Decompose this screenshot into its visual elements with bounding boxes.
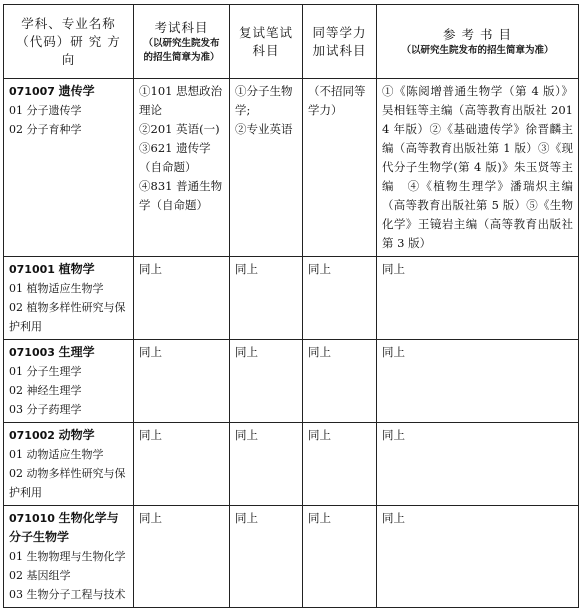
reference-books: ①《陈阅增普通生物学（第 4 版）》吴相钰等主编（高等教育出版社 2014 年版）②《基础遗传学》徐晋麟主编（高等教育出版社第 1 版）③《现代分子生物学(第 4 版)》朱玉贤等主编 ④《植物生理学》潘瑞炽主编（高等教育出版社第 5 版）⑤《生物化学》王镜岩主编（高等教育出版社第 3 版） (382, 84, 573, 250)
retest-subjects: 同上 (235, 511, 258, 525)
exam-subjects: 同上 (139, 511, 162, 525)
direction-item: 02 动物多样性研究与保护利用 (9, 467, 126, 499)
direction-item: 02 植物多样性研究与保护利用 (9, 301, 126, 333)
equal-subjects: 同上 (308, 511, 331, 525)
major-cell (4, 79, 134, 257)
equal-cell (303, 340, 377, 423)
major-name: 生理学 (58, 345, 95, 359)
direction-item: 01 分子遗传学 (9, 104, 82, 117)
exam-subjects: 同上 (139, 428, 162, 442)
retest-subjects: ①分子生物学; ②专业英语 (235, 84, 293, 136)
equal-cell (303, 257, 377, 340)
direction-item: 01 生物物理与生物化学 (9, 550, 126, 563)
equal-subjects: （不招同等学力） (308, 84, 366, 117)
reference-books: 同上 (382, 511, 405, 525)
books-cell (377, 340, 579, 423)
header-exam (134, 5, 230, 79)
header-major (4, 5, 134, 79)
reference-books: 同上 (382, 345, 405, 359)
books-cell (377, 79, 579, 257)
retest-subjects: 同上 (235, 262, 258, 276)
equal-subjects: 同上 (308, 345, 331, 359)
major-code: 071003 (9, 346, 55, 359)
direction-item: 01 动物适应生物学 (9, 448, 104, 461)
header-retest-label: 复试笔试科目 (238, 24, 293, 58)
major-code: 071007 (9, 85, 55, 98)
major-cell (4, 257, 134, 340)
retest-cell (230, 79, 303, 257)
equal-cell (303, 423, 377, 506)
reference-books: 同上 (382, 262, 405, 276)
header-exam-note: （以研究生院发布的招生简章为准） (143, 37, 220, 63)
major-name: 生物化学与分子生物学 (9, 511, 119, 544)
direction-item: 02 神经生理学 (9, 384, 82, 397)
exam-cell (134, 506, 230, 608)
major-name: 遗传学 (58, 84, 95, 98)
header-row (4, 5, 579, 79)
header-books-note: （以研究生院发布的招生简章为准） (401, 44, 554, 56)
major-cell (4, 506, 134, 608)
books-cell (377, 257, 579, 340)
equal-cell (303, 79, 377, 257)
equal-subjects: 同上 (308, 428, 331, 442)
major-name: 植物学 (58, 262, 95, 276)
major-name: 动物学 (58, 428, 95, 442)
equal-cell (303, 506, 377, 608)
major-code: 071002 (9, 429, 55, 442)
header-books (377, 5, 579, 79)
equal-subjects: 同上 (308, 262, 331, 276)
major-cell (4, 340, 134, 423)
exam-subjects: 同上 (139, 262, 162, 276)
header-equal-label: 同等学力加试科目 (312, 24, 367, 58)
books-cell (377, 506, 579, 608)
reference-books: 同上 (382, 428, 405, 442)
table-row (4, 257, 579, 340)
direction-item: 02 基因组学 (9, 569, 71, 582)
direction-item: 01 植物适应生物学 (9, 282, 104, 295)
table-row (4, 506, 579, 608)
header-books-label: 参 考 书 目 (443, 26, 512, 42)
exam-subjects: ①101 思想政治理论 ②201 英语(一) ③621 遗传学（自命题） ④831 普通生物学（自命题） (139, 84, 223, 212)
admission-table (3, 4, 579, 608)
major-code: 071001 (9, 263, 55, 276)
exam-cell (134, 257, 230, 340)
direction-item: 02 分子育种学 (9, 123, 82, 136)
exam-cell (134, 423, 230, 506)
books-cell (377, 423, 579, 506)
major-code: 071010 (9, 512, 55, 525)
retest-subjects: 同上 (235, 345, 258, 359)
exam-cell (134, 340, 230, 423)
retest-subjects: 同上 (235, 428, 258, 442)
header-retest (230, 5, 303, 79)
exam-subjects: 同上 (139, 345, 162, 359)
retest-cell (230, 257, 303, 340)
table-row (4, 340, 579, 423)
major-cell (4, 423, 134, 506)
header-equal (303, 5, 377, 79)
exam-cell (134, 79, 230, 257)
direction-item: 01 分子生理学 (9, 365, 82, 378)
table-row (4, 79, 579, 257)
retest-cell (230, 423, 303, 506)
direction-item: 03 分子药理学 (9, 403, 82, 416)
retest-cell (230, 340, 303, 423)
direction-item: 03 生物分子工程与技术 (9, 588, 126, 601)
retest-cell (230, 506, 303, 608)
table-row (4, 423, 579, 506)
header-major-label: 学科、专业名称（代码）研 究 方 向 (16, 15, 121, 67)
header-exam-label: 考试科目 (154, 19, 209, 35)
